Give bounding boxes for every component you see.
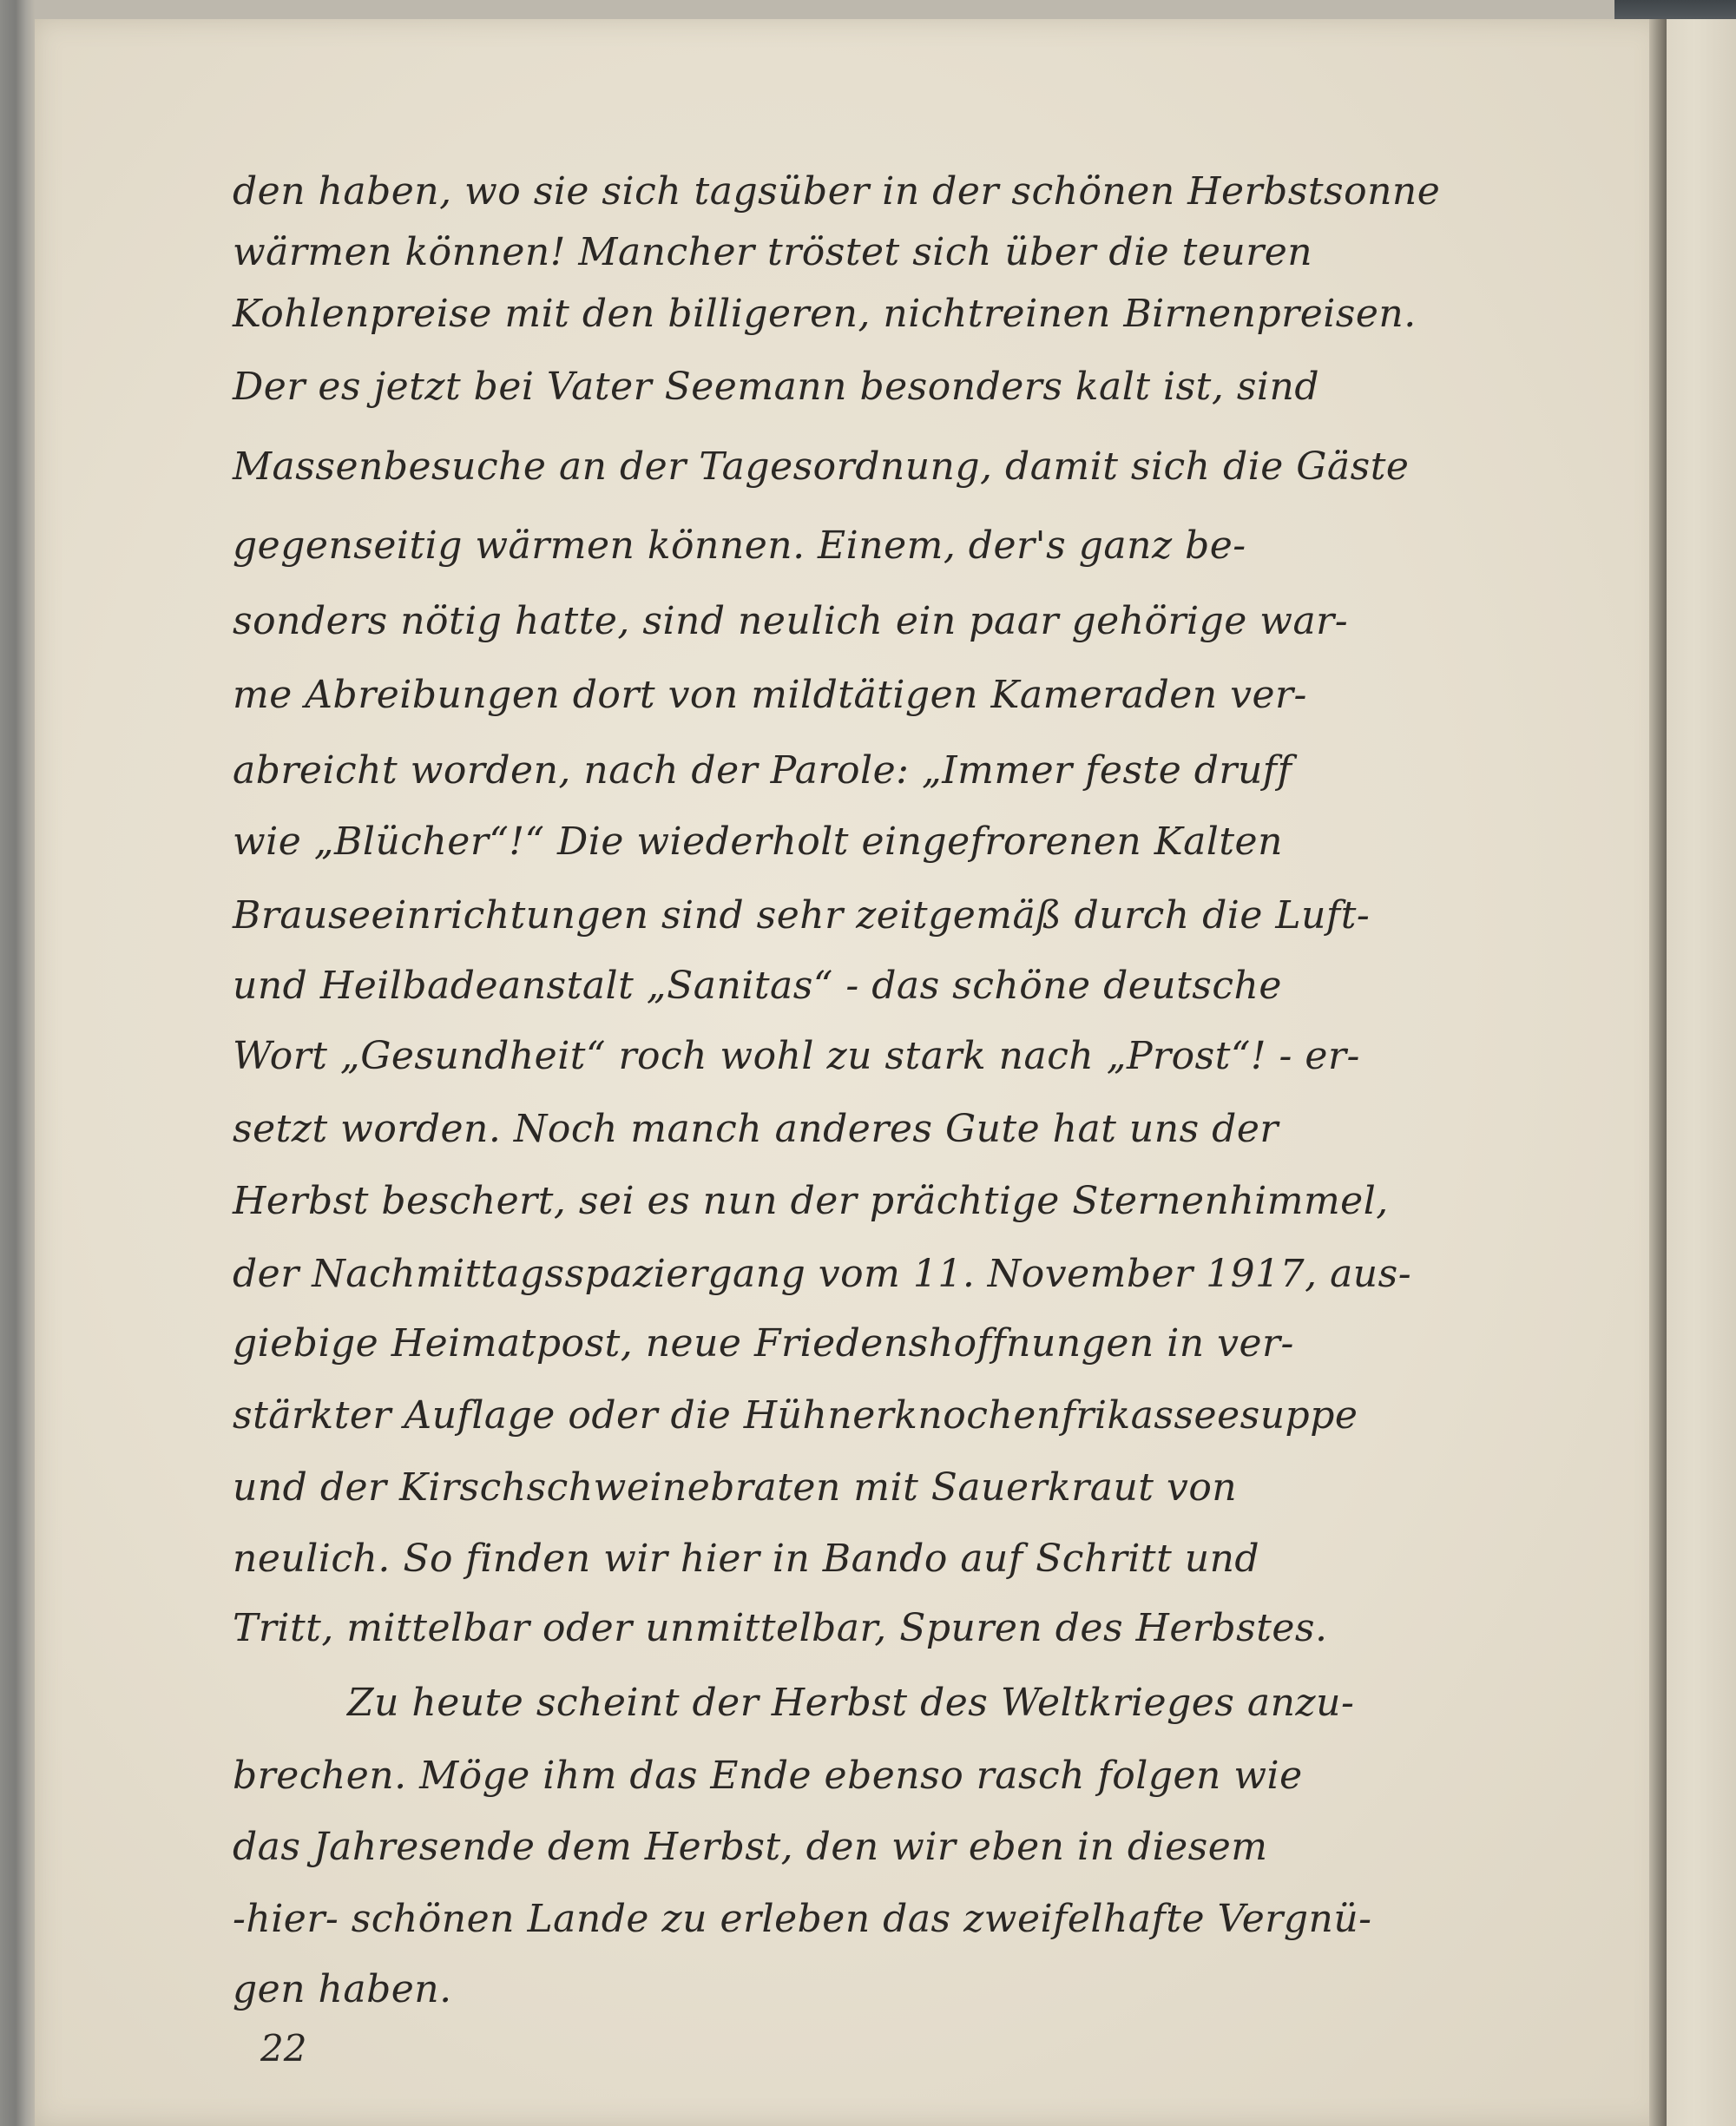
text-line: Kohlenpreise mit den billigeren, nichtreinen Birnenpreisen.	[233, 292, 1417, 336]
text-line: sonders nötig hatte, sind neulich ein paar gehörige war-	[233, 599, 1349, 643]
text-line: der Nachmittagsspaziergang vom 11. November 1917, aus-	[233, 1252, 1412, 1296]
text-line: stärkter Auflage oder die Hühnerknochenfrikasseesuppe	[233, 1393, 1358, 1438]
text-line: brechen. Möge ihm das Ende ebenso rasch folgen wie	[233, 1754, 1303, 1798]
text-line: gegenseitig wärmen können. Einem, der's ganz be-	[233, 523, 1246, 568]
text-line: abreicht worden, nach der Parole: „Immer feste druff	[233, 748, 1292, 793]
text-line: wärmen können! Mancher tröstet sich über die teuren	[233, 230, 1313, 274]
text-line: setzt worden. Noch manch anderes Gute hat uns der	[233, 1107, 1279, 1151]
text-line: gen haben.	[233, 1967, 452, 2011]
text-line: den haben, wo sie sich tagsüber in der schönen Herbstsonne	[233, 169, 1441, 214]
text-line: und der Kirschschweinebraten mit Sauerkraut von	[233, 1465, 1238, 1510]
text-line: Brauseeinrichtungen sind sehr zeitgemäß durch die Luft-	[233, 893, 1371, 938]
text-line: Wort „Gesundheit“ roch wohl zu stark nach „Prost“! - er-	[233, 1034, 1360, 1078]
text-line: und Heilbadeanstalt „Sanitas“ - das schöne deutsche	[233, 964, 1282, 1008]
text-line: Zu heute scheint der Herbst des Weltkrieges anzu-	[347, 1681, 1355, 1725]
text-line: giebige Heimatpost, neue Friedenshoffnungen in ver-	[233, 1321, 1294, 1366]
text-line: Tritt, mittelbar oder unmittelbar, Spuren des Herbstes.	[233, 1606, 1328, 1650]
text-line: wie „Blücher“!“ Die wiederholt eingefrorenen Kalten	[233, 819, 1283, 864]
text-line: das Jahresende dem Herbst, den wir eben in diesem	[233, 1825, 1268, 1869]
text-line: me Abreibungen dort von mildtätigen Kameraden ver-	[233, 673, 1307, 717]
text-line: Herbst beschert, sei es nun der prächtige Sternenhimmel,	[233, 1179, 1389, 1223]
text-line: Massenbesuche an der Tagesordnung, damit sich die Gäste	[233, 444, 1410, 489]
text-line: neulich. So finden wir hier in Bando auf Schritt und	[233, 1537, 1260, 1581]
page-number: 22	[260, 2027, 307, 2070]
text-line: -hier- schönen Lande zu erleben das zweifelhafte Vergnü-	[233, 1897, 1372, 1941]
text-line: Der es jetzt bei Vater Seemann besonders kalt ist, sind	[233, 365, 1319, 409]
